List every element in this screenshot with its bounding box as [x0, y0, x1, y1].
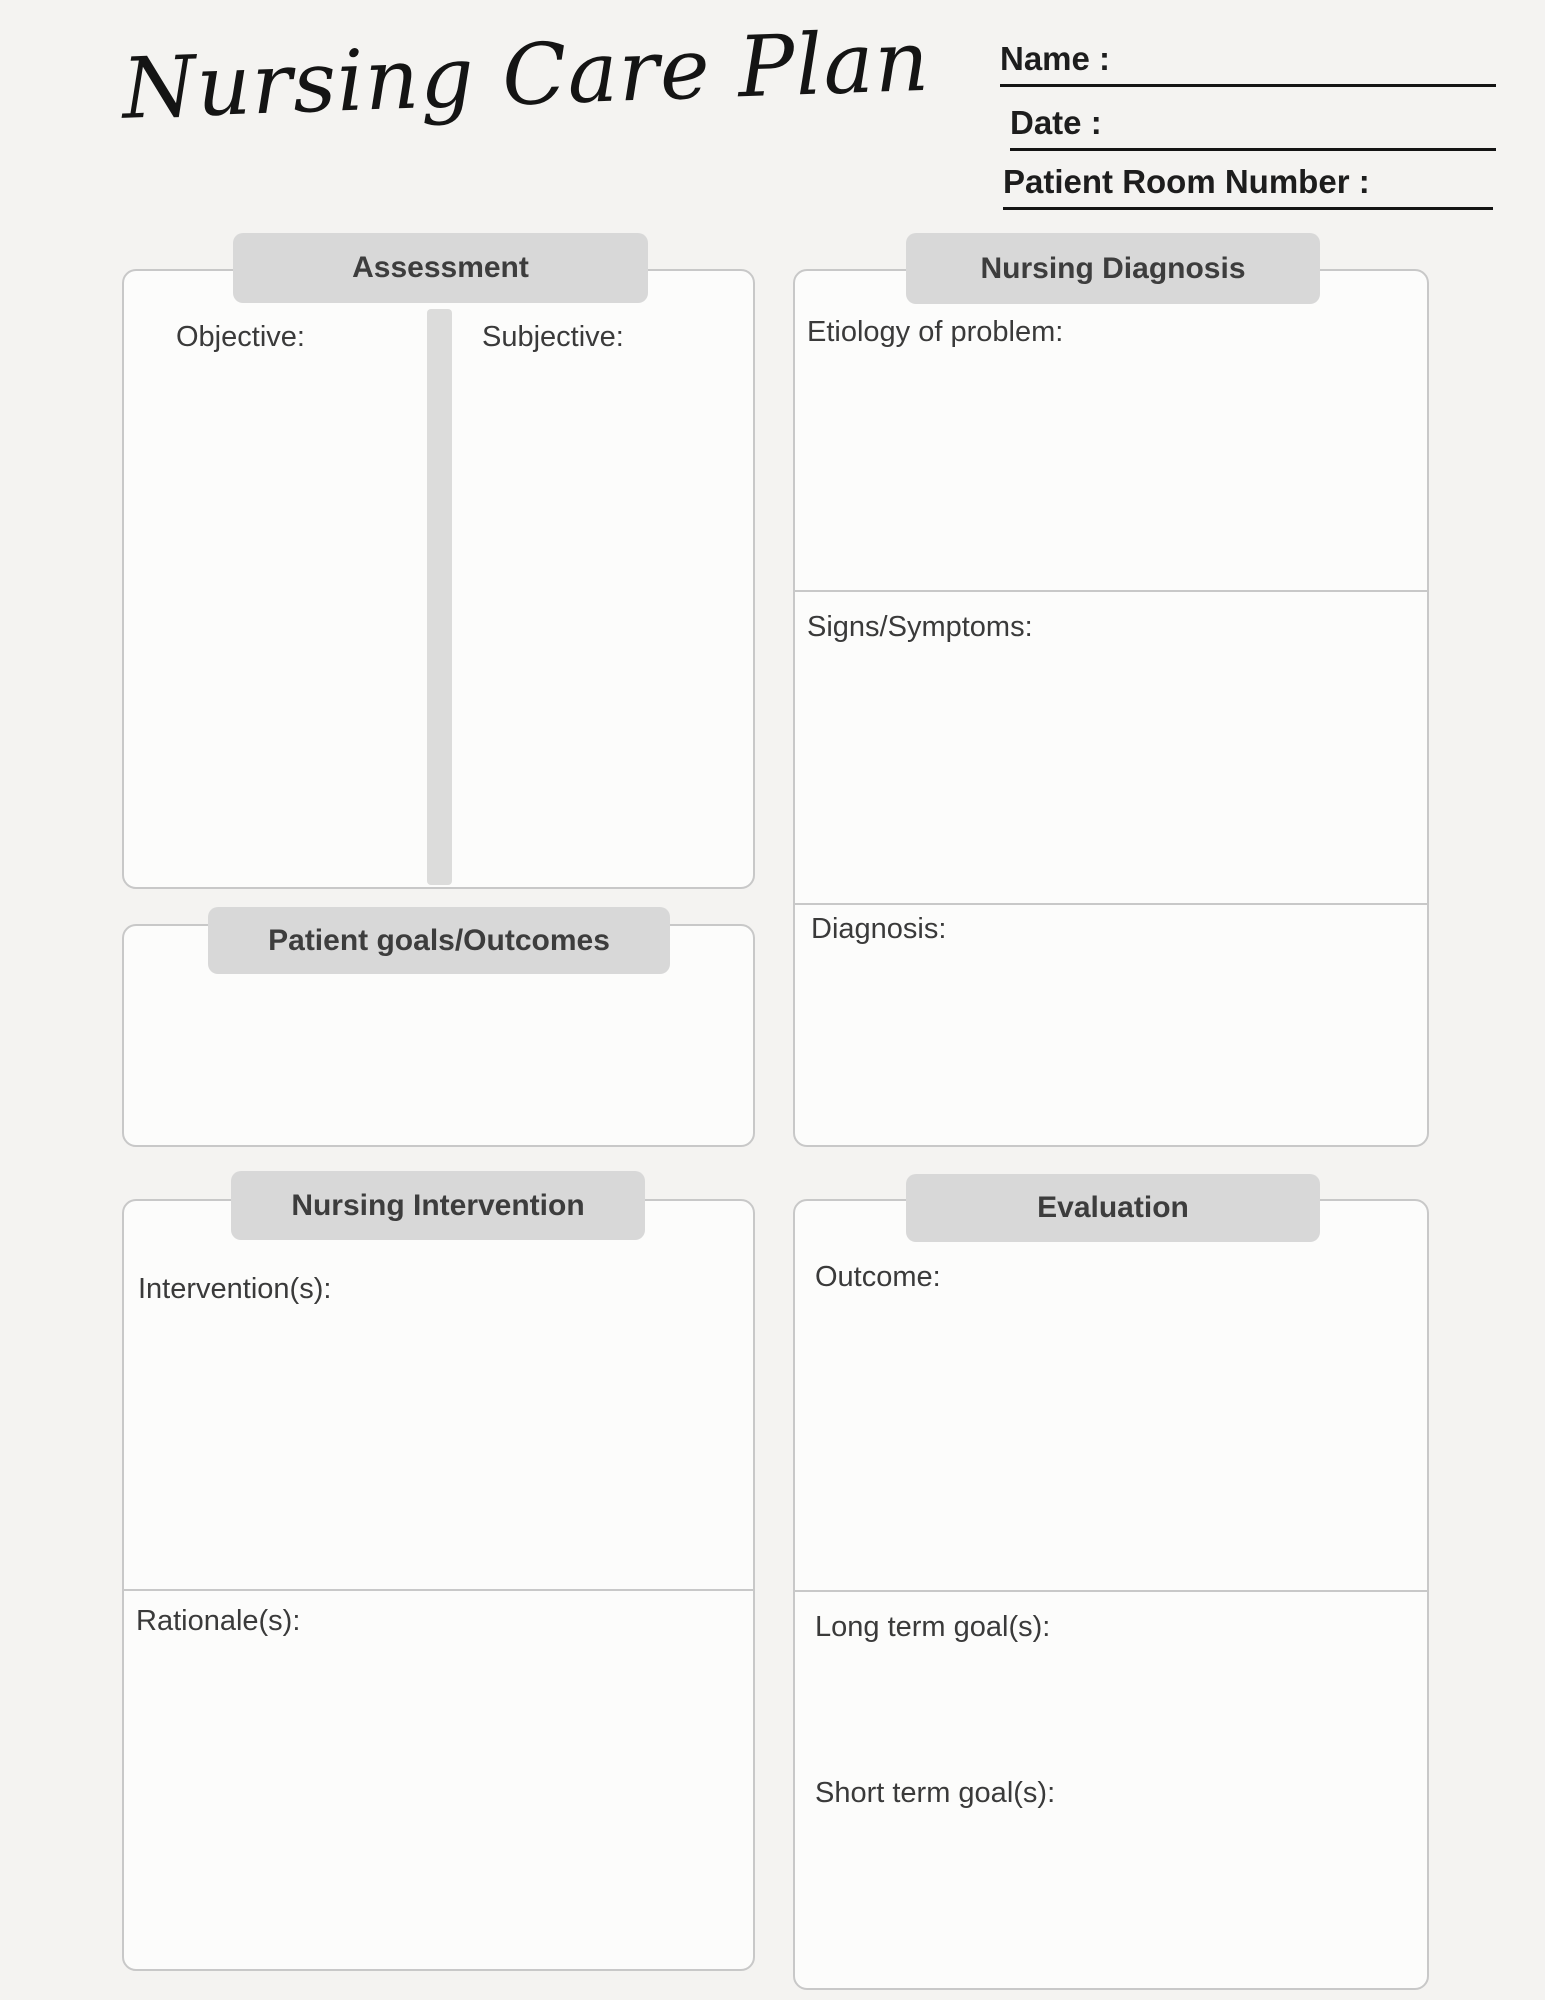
outcome-label: Outcome: [815, 1261, 941, 1293]
date-field-row[interactable] [1010, 104, 1496, 151]
nursing-diagnosis-title: Nursing Diagnosis [980, 251, 1246, 285]
name-field-row[interactable] [1000, 40, 1496, 87]
evaluation-divider [795, 1590, 1427, 1592]
short-term-goals-label: Short term goal(s): [815, 1777, 1056, 1809]
diagnosis-input-area[interactable] [805, 961, 1417, 1136]
short-term-goals-input-area[interactable] [807, 1821, 1417, 1981]
outcome-input-area[interactable] [807, 1306, 1417, 1571]
evaluation-panel [793, 1199, 1429, 1990]
nursing-intervention-section-header [231, 1171, 645, 1240]
assessment-section-header [233, 233, 648, 303]
assessment-panel [122, 269, 755, 889]
nursing-diagnosis-section-header [906, 233, 1320, 304]
objective-label: Objective: [176, 321, 305, 353]
objective-input-area[interactable] [132, 371, 422, 876]
signs-symptoms-input-area[interactable] [805, 656, 1417, 896]
date-label: Date : [1010, 104, 1102, 141]
nursing-diagnosis-panel [793, 269, 1429, 1147]
intervention-divider [124, 1589, 753, 1591]
rationales-label: Rationale(s): [136, 1605, 301, 1637]
page-title: Nursing Care Plan [120, 11, 932, 138]
interventions-label: Intervention(s): [138, 1273, 332, 1305]
long-term-goals-input-area[interactable] [807, 1656, 1417, 1766]
patient-goals-title: Patient goals/Outcomes [268, 923, 610, 957]
nursing-intervention-panel [122, 1199, 755, 1971]
patient-goals-section-header [208, 907, 670, 974]
room-number-label: Patient Room Number : [1003, 163, 1370, 200]
diagnosis-label: Diagnosis: [811, 913, 947, 945]
etiology-label: Etiology of problem: [807, 316, 1064, 348]
signs-symptoms-label: Signs/Symptoms: [807, 611, 1033, 643]
interventions-input-area[interactable] [134, 1316, 742, 1576]
diagnosis-divider-2 [795, 903, 1427, 905]
evaluation-title: Evaluation [1037, 1191, 1189, 1224]
patient-goals-input-area[interactable] [134, 986, 742, 1136]
subjective-label: Subjective: [482, 321, 624, 353]
evaluation-section-header [906, 1174, 1320, 1242]
nursing-intervention-title: Nursing Intervention [291, 1188, 585, 1222]
room-number-field-row[interactable] [1003, 163, 1493, 210]
assessment-vertical-divider [427, 309, 452, 885]
long-term-goals-label: Long term goal(s): [815, 1611, 1051, 1643]
rationales-input-area[interactable] [134, 1651, 742, 1951]
diagnosis-divider-1 [795, 590, 1427, 592]
name-label: Name : [1000, 40, 1111, 77]
assessment-title: Assessment [352, 251, 529, 284]
subjective-input-area[interactable] [459, 371, 747, 876]
etiology-input-area[interactable] [805, 361, 1417, 581]
